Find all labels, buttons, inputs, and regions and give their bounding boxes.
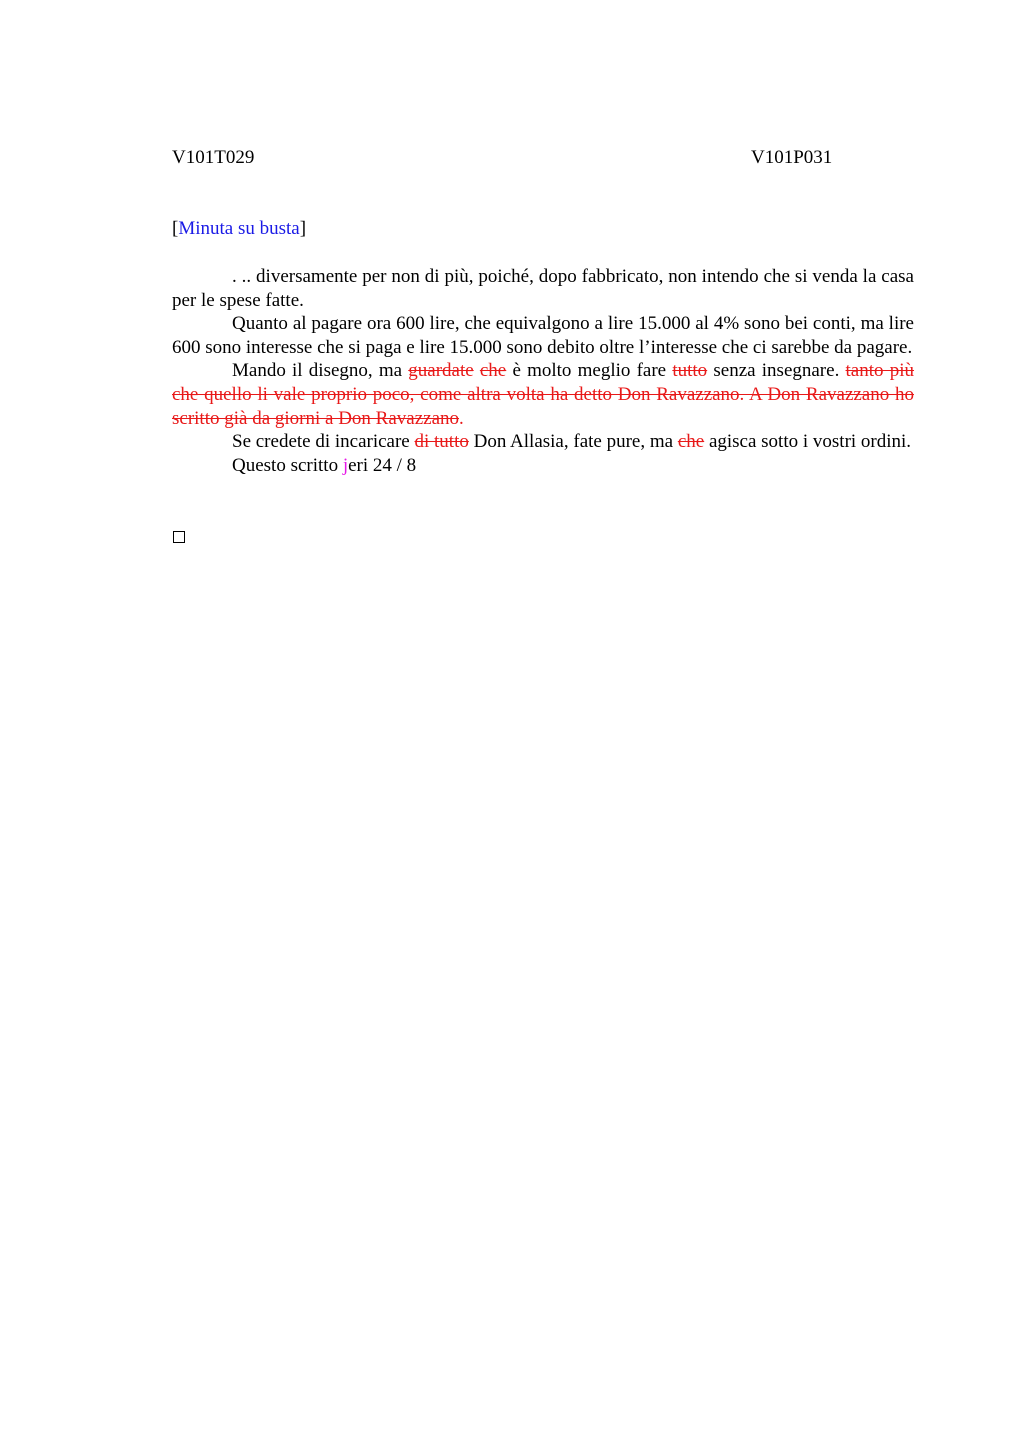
- note-close-bracket: ]: [299, 218, 307, 239]
- p3-deletion-2: che: [479, 360, 507, 382]
- editorial-note: [172, 218, 306, 240]
- document-code-left: V101T029: [172, 147, 255, 168]
- paragraph-3: [172, 359, 914, 430]
- p4-text-3: agisca sotto i vostri ordini.: [704, 431, 912, 453]
- p3-deletion-4: tanto più che quello li vale proprio poco, come altra volta ha detto Don Ravazzano. A Don Ravazzano ho scritto già da giorni a Don Ravazzano: [172, 360, 915, 429]
- document-code-right: V101P031: [751, 147, 833, 168]
- p5-text-2: eri 24 / 8: [348, 454, 417, 476]
- p3-deletion-1: guardate: [408, 360, 474, 382]
- paragraph-4: [172, 430, 914, 454]
- note-open-bracket: [: [172, 218, 179, 239]
- p4-deletion-1: di tutto: [414, 431, 469, 453]
- p3-text-3: senza insegnare.: [707, 360, 846, 382]
- paragraph-5: [172, 454, 914, 478]
- paragraph-1: . .. diversamente per non di più, poiché, dopo fabbricato, non intendo che si venda la casa per le spese fatte.: [172, 266, 914, 311]
- p4-text-1: Se credete di incaricare: [232, 431, 415, 453]
- p4-text-2: Don Allasia, fate pure, ma: [468, 431, 678, 453]
- p5-correction: j: [342, 454, 349, 476]
- p3-period: .: [459, 407, 464, 429]
- letter-body: [172, 265, 914, 477]
- p5-text-1: Questo scritto: [232, 454, 343, 476]
- note-label-text: Minuta su busta: [178, 218, 300, 239]
- p3-deletion-3: tutto: [672, 360, 708, 382]
- p3-text-2: è molto meglio fare: [506, 360, 673, 382]
- p3-text-1: Mando il disegno, ma: [232, 360, 409, 382]
- end-marker-icon: [173, 531, 185, 543]
- p4-deletion-2: che: [677, 431, 705, 453]
- paragraph-2: Quanto al pagare ora 600 lire, che equivalgono a lire 15.000 al 4% sono bei conti, ma lire 600 sono interesse che si paga e lire 15.000 sono debito oltre l’interesse che ci sarebbe da pagare.: [172, 313, 914, 358]
